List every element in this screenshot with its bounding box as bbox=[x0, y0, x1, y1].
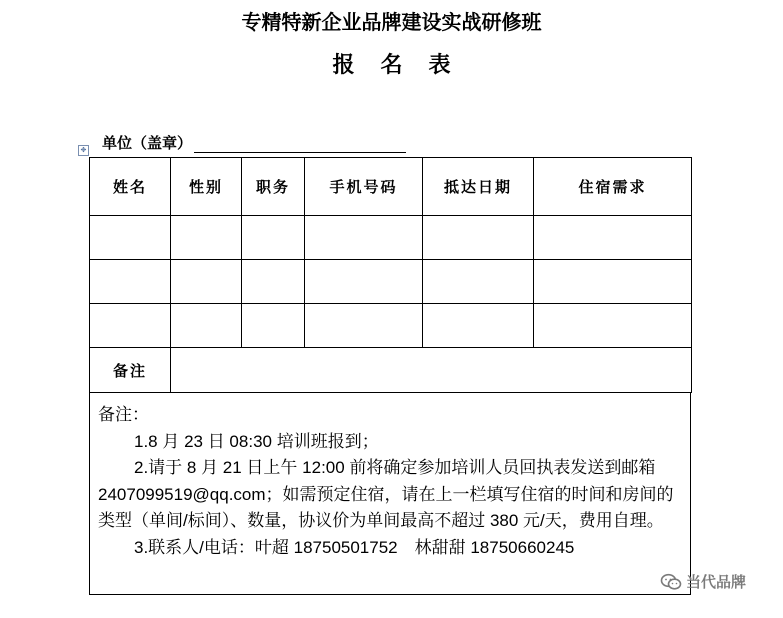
header-phone: 手机号码 bbox=[305, 158, 423, 216]
header-gender: 性别 bbox=[171, 158, 242, 216]
cell-arrival-date[interactable] bbox=[423, 304, 534, 348]
cell-arrival-date[interactable] bbox=[423, 260, 534, 304]
cell-phone[interactable] bbox=[305, 260, 423, 304]
unit-input-line[interactable] bbox=[194, 135, 406, 153]
form-subtitle: 报名表 bbox=[332, 53, 477, 78]
header-arrival-date: 抵达日期 bbox=[423, 158, 534, 216]
cell-accommodation[interactable] bbox=[534, 260, 692, 304]
cell-phone[interactable] bbox=[305, 216, 423, 260]
notes-item: 3.联系人/电话：叶超 18750501752 林甜甜 18750660245 bbox=[134, 537, 575, 557]
unit-line bbox=[102, 132, 406, 153]
cell-gender[interactable] bbox=[171, 216, 242, 260]
cell-name[interactable] bbox=[90, 260, 171, 304]
cell-accommodation[interactable] bbox=[534, 216, 692, 260]
cell-phone[interactable] bbox=[305, 304, 423, 348]
registration-table bbox=[89, 157, 692, 393]
cell-gender[interactable] bbox=[171, 260, 242, 304]
notes-item: 1.8 月 23 日 08:30 培训班报到； bbox=[134, 431, 379, 451]
notes-item: 2.请于 8 月 21 日上午 12:00 前将确定参加培训人员回执表发送到邮箱 2407099519@qq.com；如需预定住宿，请在上一栏填写住宿的时间和房间的类型（单间/标间）、数量，协议价为单间最高不超过 380 元/天，费用自理。 bbox=[98, 458, 674, 530]
remark-cell[interactable] bbox=[171, 348, 692, 393]
cell-gender[interactable] bbox=[171, 304, 242, 348]
cell-name[interactable] bbox=[90, 304, 171, 348]
remark-row bbox=[90, 348, 692, 393]
header-position: 职务 bbox=[242, 158, 305, 216]
notes-heading: 备注： bbox=[98, 405, 149, 424]
cell-position[interactable] bbox=[242, 260, 305, 304]
cell-arrival-date[interactable] bbox=[423, 216, 534, 260]
unit-label: 单位（盖章） bbox=[102, 134, 193, 152]
cell-position[interactable] bbox=[242, 216, 305, 260]
table-row bbox=[90, 260, 692, 304]
watermark-text: 当代品牌 bbox=[686, 573, 747, 591]
watermark bbox=[660, 571, 746, 592]
cell-accommodation[interactable] bbox=[534, 304, 692, 348]
form-title: 专精特新企业品牌建设实战研修班 bbox=[241, 10, 542, 34]
table-row bbox=[90, 304, 692, 348]
header-accommodation: 住宿需求 bbox=[534, 158, 692, 216]
header-name: 姓名 bbox=[90, 158, 171, 216]
table-row bbox=[90, 216, 692, 260]
notes-box bbox=[89, 392, 691, 595]
cell-position[interactable] bbox=[242, 304, 305, 348]
table-header-row bbox=[90, 158, 692, 216]
table-move-handle-icon[interactable]: ✥ bbox=[78, 145, 89, 156]
remark-label: 备注 bbox=[90, 348, 171, 393]
wechat-icon bbox=[660, 573, 682, 591]
cell-name[interactable] bbox=[90, 216, 171, 260]
